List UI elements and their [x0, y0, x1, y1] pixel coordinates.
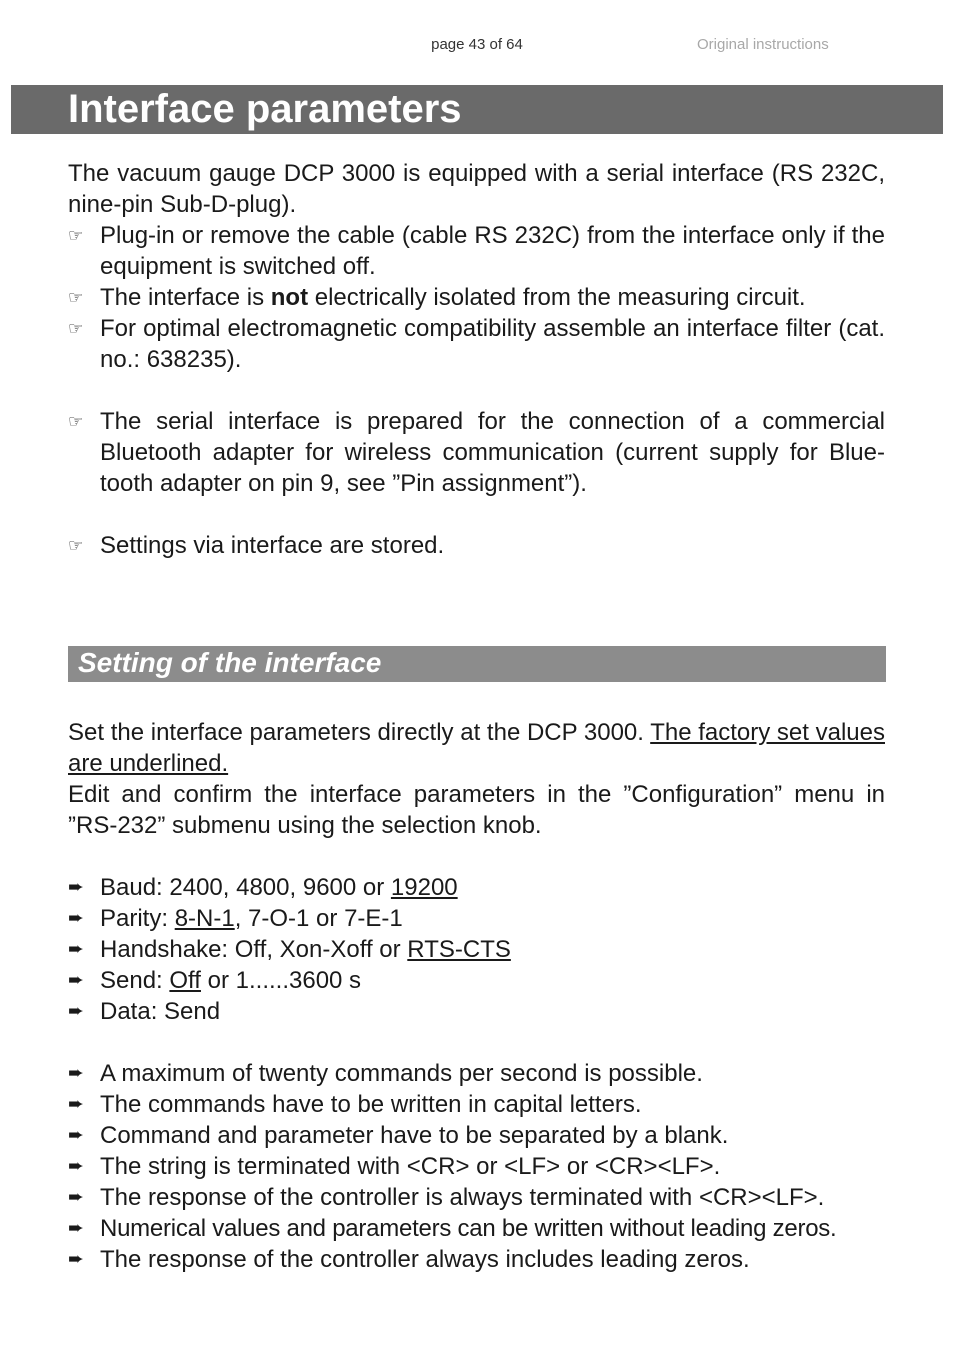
- rules-list: [68, 1058, 885, 1275]
- settings-text: Set the interface parameters directly at the DCP 3000.: [68, 719, 651, 746]
- pointing-hand-icon: ☞: [68, 288, 84, 307]
- param-label: Handshake: Off, Xon-Xoff or: [100, 936, 408, 963]
- rule-item: [68, 1244, 885, 1275]
- section-heading: Setting of the interface: [78, 647, 382, 678]
- note-text: Settings via interface are stored.: [100, 532, 445, 559]
- right-arrow-icon: ➨: [68, 1187, 84, 1208]
- note-text: Plug-in or remove the cable (cable RS 232C) from the interface only if the equipment is switched off.: [100, 222, 885, 280]
- default-value: Off: [169, 967, 201, 994]
- rule-text: A maximum of twenty commands per second is possible.: [100, 1060, 703, 1087]
- param-send: [68, 965, 885, 996]
- page-title: Interface parameters: [68, 87, 462, 131]
- settings-paragraph: [68, 717, 885, 779]
- param-parity: [68, 903, 885, 934]
- right-arrow-icon: ➨: [68, 939, 84, 960]
- right-arrow-icon: ➨: [68, 1125, 84, 1146]
- right-arrow-icon: ➨: [68, 1001, 84, 1022]
- rule-item: [68, 1120, 885, 1151]
- note-isolation: [68, 282, 885, 313]
- title-bar: [11, 85, 943, 134]
- note-stored: [68, 530, 885, 561]
- rule-text: The string is terminated with <CR> or <LF> or <CR><LF>.: [100, 1153, 721, 1180]
- pointing-hand-icon: ☞: [68, 226, 84, 245]
- rule-text: The commands have to be written in capital letters.: [100, 1091, 642, 1118]
- rule-item: [68, 1058, 885, 1089]
- right-arrow-icon: ➨: [68, 908, 84, 929]
- pointing-hand-icon: ☞: [68, 536, 84, 555]
- note-cable: [68, 220, 885, 282]
- pointing-hand-icon: ☞: [68, 319, 84, 338]
- default-value: 19200: [390, 874, 458, 901]
- default-value: 8-N-1: [174, 905, 235, 932]
- document-note: Original instructions: [697, 36, 829, 53]
- param-label: Baud: 2400, 4800, 9600 or: [100, 874, 391, 901]
- interface-settings-section: [68, 717, 885, 1275]
- right-arrow-icon: ➨: [68, 1063, 84, 1084]
- pointing-hand-icon: ☞: [68, 412, 84, 431]
- param-handshake: [68, 934, 885, 965]
- param-baud: [68, 872, 885, 903]
- right-arrow-icon: ➨: [68, 877, 84, 898]
- rule-item: [68, 1213, 885, 1244]
- note-emc: [68, 313, 885, 375]
- rule-text: Numerical values and parameters can be written without leading zeros.: [100, 1215, 837, 1242]
- section-heading-bar: [68, 646, 886, 682]
- note-text: The serial interface is prepared for the connection of a commercial Bluetooth adapter for wireless communication (current supply for Blue-tooth adapter on pin 9, see ”Pin assignment”).: [100, 408, 885, 497]
- note-emphasis: not: [270, 284, 309, 311]
- configuration-paragraph: Edit and confirm the interface parameters in the ”Configuration” menu in ”RS-232” submenu using the selection knob.: [68, 781, 885, 839]
- intro-section: [68, 158, 885, 561]
- rule-item: [68, 1182, 885, 1213]
- rule-text: Command and parameter have to be separated by a blank.: [100, 1122, 729, 1149]
- intro-paragraph: The vacuum gauge DCP 3000 is equipped with a serial interface (RS 232C, nine-pin Sub-D-plug).: [68, 160, 885, 218]
- param-label: Send:: [100, 967, 170, 994]
- rule-item: [68, 1089, 885, 1120]
- right-arrow-icon: ➨: [68, 970, 84, 991]
- note-bluetooth: [68, 406, 885, 499]
- default-value: RTS-CTS: [407, 936, 511, 963]
- note-text: The interface is: [100, 284, 271, 311]
- right-arrow-icon: ➨: [68, 1249, 84, 1270]
- parameter-list: [68, 872, 885, 1027]
- rule-text: The response of the controller always includes leading zeros.: [100, 1246, 750, 1273]
- settings-underlined-note: The factory set values are underlined.: [68, 719, 885, 777]
- param-data: [68, 996, 885, 1027]
- rule-text: The response of the controller is always terminated with <CR><LF>.: [100, 1184, 825, 1211]
- param-label: Parity:: [100, 905, 175, 932]
- rule-item: [68, 1151, 885, 1182]
- note-text: electrically isolated from the measuring circuit.: [308, 284, 806, 311]
- right-arrow-icon: ➨: [68, 1156, 84, 1177]
- param-options: or 1......3600 s: [200, 967, 362, 994]
- page-number: page 43 of 64: [431, 36, 523, 53]
- note-text: For optimal electromagnetic compatibility assemble an interface filter (cat. no.: 638235).: [100, 315, 885, 373]
- right-arrow-icon: ➨: [68, 1094, 84, 1115]
- right-arrow-icon: ➨: [68, 1218, 84, 1239]
- param-label: Data: Send: [100, 998, 221, 1025]
- param-options: , 7-O-1 or 7-E-1: [234, 905, 403, 932]
